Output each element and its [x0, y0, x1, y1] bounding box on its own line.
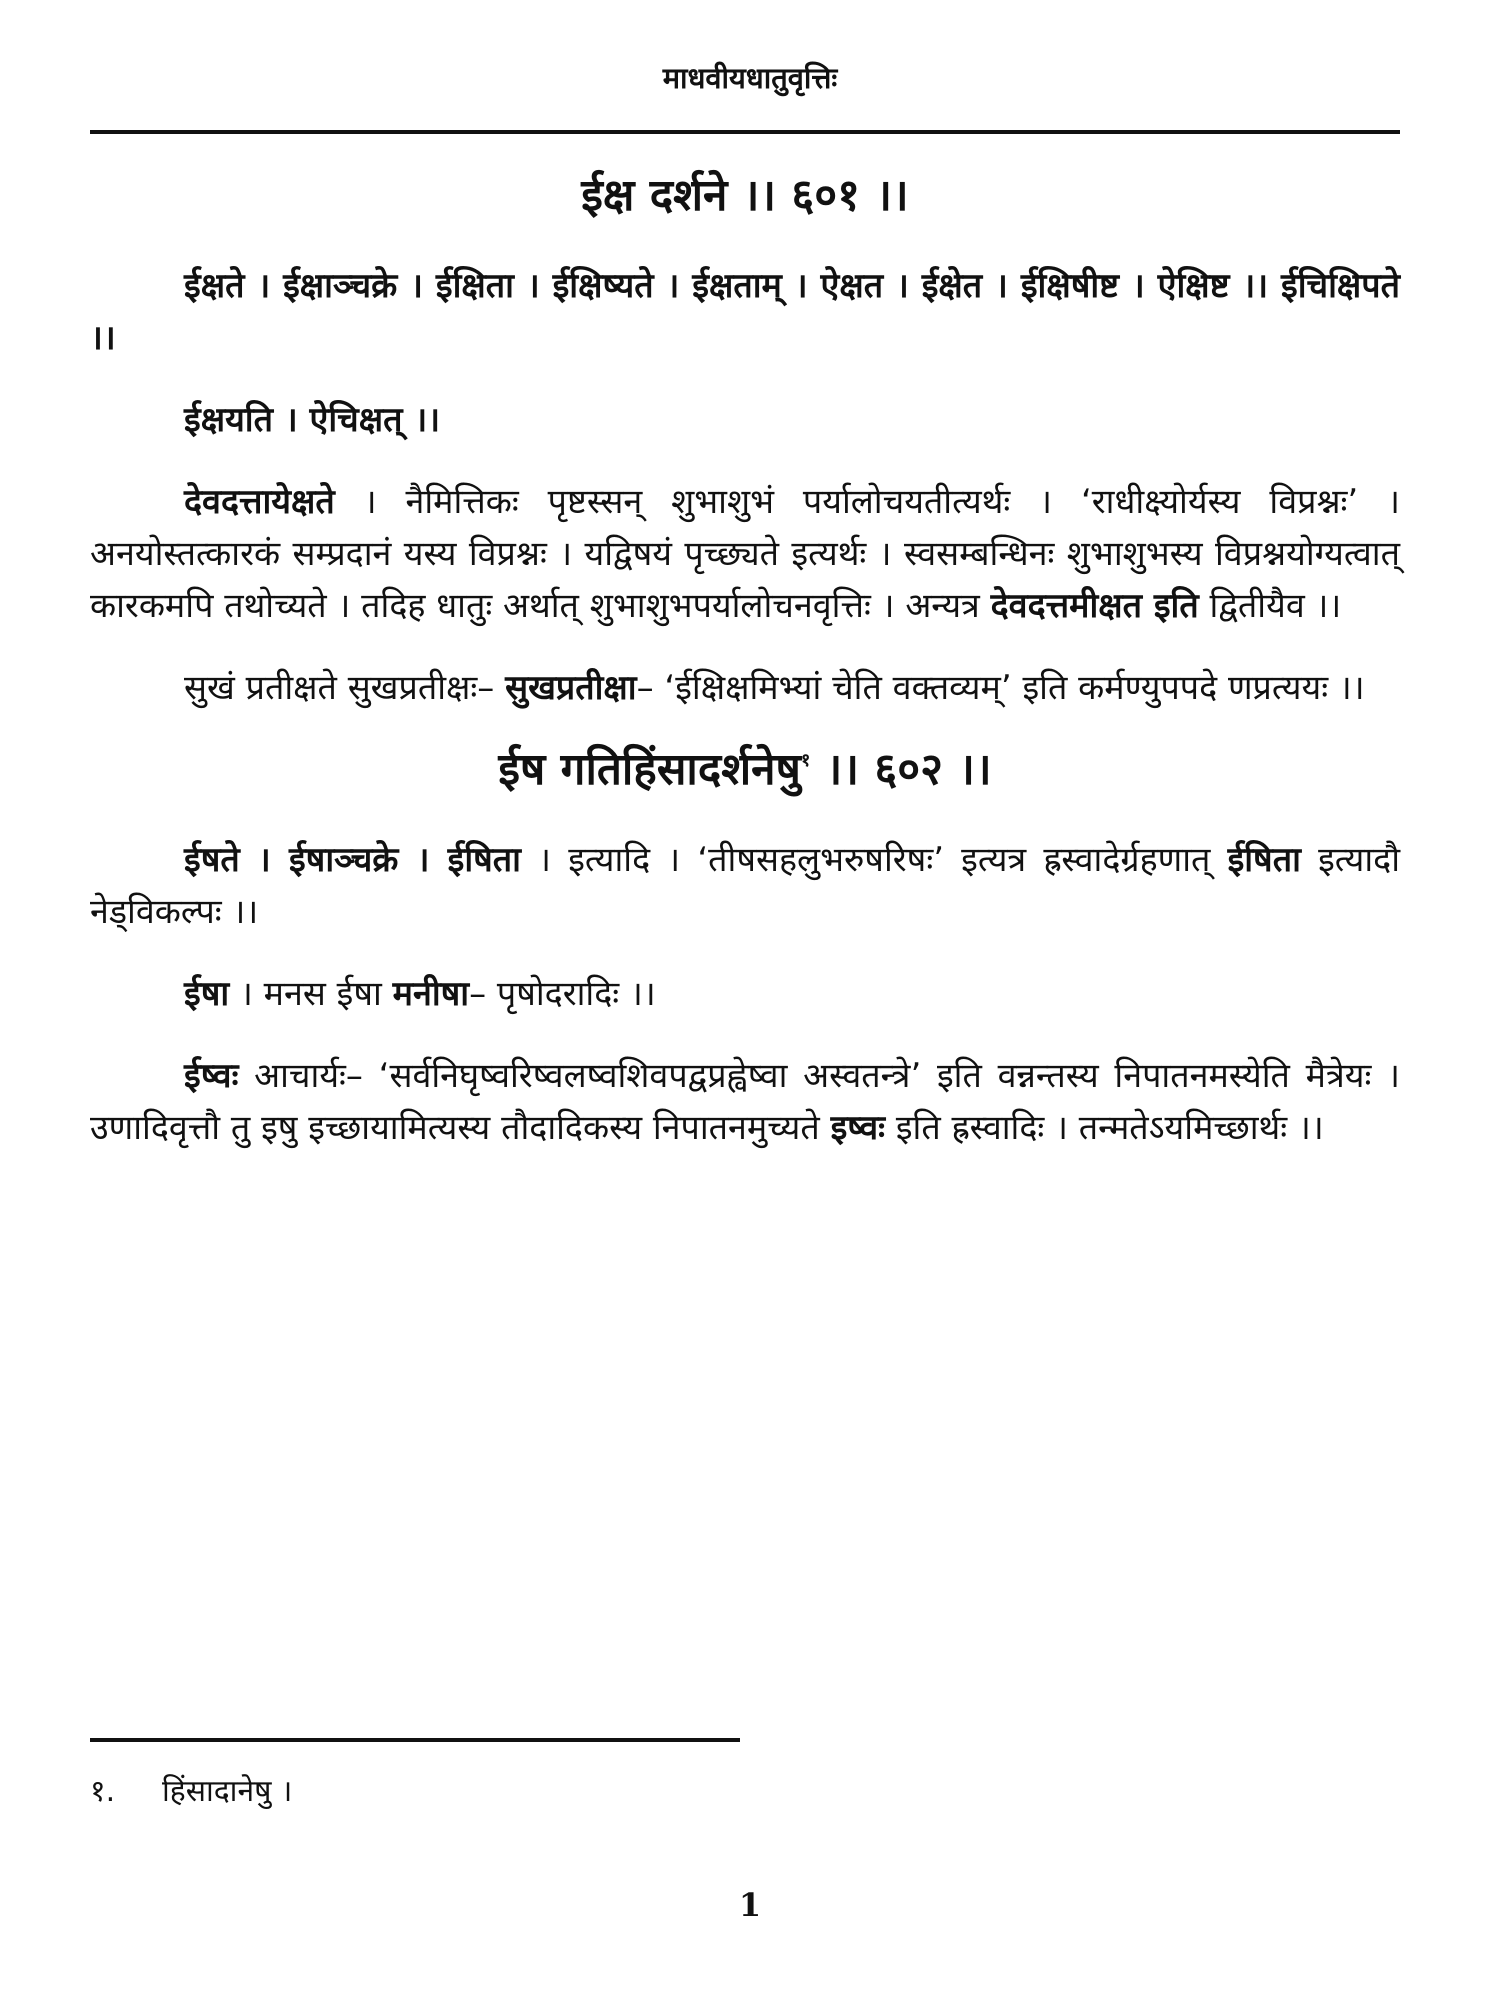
- text-run: – पृषोदरादिः ।।: [469, 974, 656, 1014]
- text-run: सुखं प्रतीक्षते सुखप्रतीक्षः–: [184, 668, 506, 708]
- text-run: द्वितीयैव ।।: [1198, 586, 1342, 626]
- paragraph: [90, 260, 1400, 364]
- heading-main: ईष गतिहिंसादर्शनेषु: [498, 744, 801, 795]
- text-run: । मनस ईषा: [229, 974, 393, 1014]
- section-heading-602: [90, 734, 1400, 806]
- footnote-marker: १: [800, 750, 811, 771]
- bold-text: देवदत्तायेक्षते: [184, 482, 335, 522]
- footnote: [90, 1770, 292, 1814]
- text-run: इति ह्रस्वादिः । तन्मतेऽयमिच्छार्थः ।।: [885, 1108, 1324, 1148]
- bold-text: इष्वः: [830, 1108, 886, 1148]
- bold-text: ईषा: [184, 974, 230, 1014]
- text-run: इत्यादौ नेड्विकल्पः ।।: [90, 840, 1401, 932]
- text-run: – ‘ईक्षिक्षमिभ्यां चेति वक्तव्यम्’ इति कर्मण्युपपदे णप्रत्ययः ।।: [636, 668, 1365, 708]
- text-run: । नैमित्तिकः पृष्टस्सन् शुभाशुभं पर्यालोचयतीत्यर्थः । ‘राधीक्ष्योर्यस्य विप्रश्नः’ । अनयोस्तत्कारकं सम्प्रदानं यस्य विप्रश्नः । यद्विषयं पृच्छ्यते इत्यर्थः । स्वसम्बन्धिनः शुभाशुभस्य विप्रश्नयोग्यत्वात् कारकमपि तथोच्यते । तदिह धातुः अर्थात् शुभाशुभपर्यालोचनवृत्तिः । अन्यत्र: [90, 482, 1400, 626]
- text-run: । इत्यादि । ‘तीषसहलुभरुषरिषः’ इत्यत्र ह्रस्वादेर्ग्रहणात्: [521, 840, 1228, 880]
- paragraph: [90, 1050, 1400, 1154]
- footnote-number: १.: [90, 1774, 116, 1809]
- paragraph: [90, 662, 1400, 714]
- bold-text: देवदत्तमीक्षत इति: [990, 586, 1199, 626]
- paragraph: [90, 834, 1400, 938]
- running-head: माधवीयधातुवृत्तिः: [662, 61, 838, 95]
- heading-number: ।। ६०२ ।।: [810, 744, 992, 795]
- header-rule: [90, 130, 1400, 134]
- bold-text: ईक्षयति । ऐचिक्षत् ।।: [184, 400, 441, 440]
- text-run: आचार्यः– ‘सर्वनिघृष्वरिष्वलष्वशिवपद्वप्रह्वेष्वा अस्वतन्त्रे’ इति वन्नन्तस्य निपातनमस्येति मैत्रेयः । उणादिवृत्तौ तु इषु इच्छायामित्यस्य तौदादिकस्य निपातनमुच्यते: [90, 1056, 1400, 1148]
- paragraph: [90, 968, 1400, 1020]
- bold-text: ईष्वः: [184, 1056, 239, 1096]
- page-number: 1: [738, 1886, 762, 1924]
- bold-text: मनीषा: [392, 974, 470, 1014]
- paragraph: [90, 476, 1400, 632]
- bold-text: ईक्षते । ईक्षाञ्चक्रे । ईक्षिता । ईक्षिष्यते । ईक्षताम् । ऐक्षत । ईक्षेत । ईक्षिषीष्ट । ऐक्षिष्ट ।। ईचिक्षिपते ।।: [90, 266, 1400, 358]
- paragraph: [90, 394, 1400, 446]
- footnote-text: हिंसादानेषु ।: [162, 1774, 293, 1809]
- footnote-rule: [90, 1738, 740, 1742]
- page-body: [90, 160, 1400, 1154]
- section-heading-601: ईक्ष दर्शने ।। ६०१ ।।: [581, 170, 909, 221]
- bold-text: सुखप्रतीक्षा: [505, 668, 637, 708]
- bold-text: ईषिता: [1227, 840, 1301, 880]
- bold-text: ईषते । ईषाञ्चक्रे । ईषिता: [184, 840, 521, 880]
